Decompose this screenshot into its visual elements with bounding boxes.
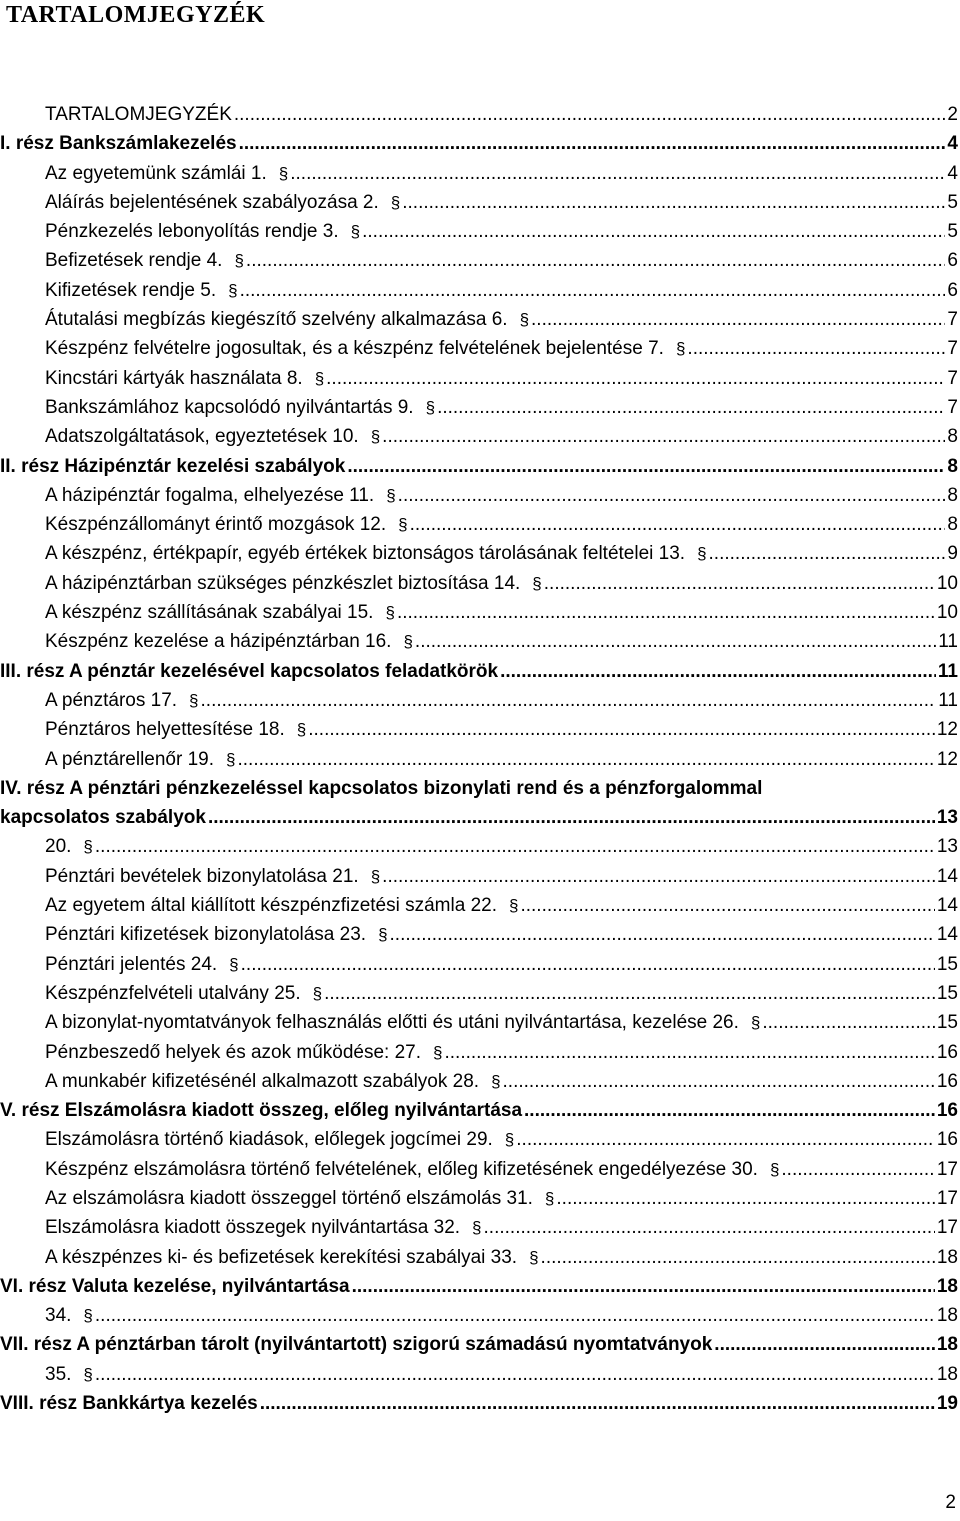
toc-page-number: 12	[936, 719, 958, 741]
section-mark: §	[508, 896, 519, 916]
dot-leader	[95, 1360, 935, 1389]
dot-leader	[398, 481, 946, 510]
toc-entry-text: Kincstári kártyák használata 8.	[45, 367, 303, 389]
toc-entry[interactable]	[0, 950, 960, 979]
dot-leader	[444, 1038, 934, 1067]
section-mark: §	[350, 222, 361, 242]
toc-entry-text: TARTALOMJEGYZÉK	[45, 104, 232, 125]
toc-entry-text: A készpénz, értékpapír, egyéb értékek biztonságos tárolásának feltételei 13.	[45, 543, 686, 565]
section-mark: §	[83, 1306, 93, 1326]
toc-entry[interactable]	[0, 276, 960, 305]
dot-leader	[544, 569, 935, 598]
section-mark: §	[529, 1247, 539, 1267]
dot-leader	[352, 1272, 935, 1301]
toc-entry-text: A készpénzes ki- és befizetések kerekítési szabályai 33.	[45, 1246, 518, 1268]
toc-page-number: 11	[937, 660, 958, 682]
toc-entry[interactable]	[0, 891, 960, 920]
toc-entry-text: Bankszámlához kapcsolódó nyilvántartás 9.	[45, 396, 414, 418]
toc-entry-text: A házipénztár fogalma, elhelyezése 11.	[45, 484, 375, 506]
dot-leader	[556, 1184, 934, 1213]
toc-entry-text: 34.	[45, 1305, 72, 1327]
dot-leader	[781, 1155, 934, 1184]
dot-leader	[762, 1008, 935, 1037]
toc-entry-text: 20.	[45, 836, 72, 858]
dot-leader	[260, 1389, 935, 1418]
toc-entry[interactable]	[0, 422, 960, 451]
toc-entry[interactable]	[0, 481, 960, 510]
dot-leader	[687, 334, 945, 363]
toc-entry-text: Készpénzfelvételi utalvány 25.	[45, 982, 301, 1004]
section-mark: §	[189, 690, 199, 710]
section-mark: §	[472, 1218, 482, 1238]
dot-leader	[95, 832, 935, 861]
toc-page-number: 10	[936, 602, 958, 624]
dot-leader	[390, 920, 935, 949]
dot-leader	[201, 686, 937, 715]
toc-section-entry[interactable]	[0, 1096, 960, 1125]
dot-leader	[397, 598, 935, 627]
toc-entry[interactable]	[0, 715, 960, 744]
toc-entry-text: A pénztárellenőr 19.	[45, 748, 215, 770]
section-mark: §	[370, 866, 381, 886]
toc-entry-text: Pénztári kifizetések bizonylatolása 23.	[45, 924, 367, 946]
table-of-contents	[0, 100, 960, 1418]
dot-leader	[240, 276, 946, 305]
section-mark: §	[228, 280, 238, 300]
footer-page-number: 2	[945, 1492, 956, 1513]
dot-leader	[362, 217, 945, 246]
toc-entry[interactable]	[0, 364, 960, 393]
dot-leader	[382, 422, 945, 451]
section-mark: §	[312, 983, 323, 1003]
section-mark: §	[378, 925, 388, 945]
toc-entry-text: kapcsolatos szabályok	[0, 807, 206, 829]
toc-page-number: 12	[936, 748, 958, 770]
toc-entry[interactable]	[0, 393, 960, 422]
toc-section-entry[interactable]	[0, 1330, 960, 1359]
section-mark: §	[433, 1042, 443, 1062]
toc-section-entry[interactable]	[0, 1272, 960, 1301]
toc-entry[interactable]	[0, 159, 960, 188]
toc-entry-text: A készpénz szállításának szabályai 15.	[45, 602, 374, 624]
section-mark: §	[491, 1071, 501, 1091]
toc-entry[interactable]	[0, 539, 960, 568]
toc-entry[interactable]	[0, 979, 960, 1008]
toc-section-entry[interactable]	[0, 657, 960, 686]
dot-leader	[541, 1243, 935, 1272]
dot-leader	[714, 1330, 935, 1359]
toc-entry[interactable]	[0, 1360, 960, 1389]
dot-leader	[503, 1067, 935, 1096]
section-mark: §	[229, 954, 239, 974]
toc-entry[interactable]	[0, 1067, 960, 1096]
dot-leader	[237, 745, 934, 774]
toc-page-number: 16	[936, 1041, 958, 1063]
toc-entry[interactable]	[0, 188, 960, 217]
section-mark: §	[532, 573, 542, 593]
section-mark: §	[697, 544, 707, 564]
section-mark: §	[234, 251, 244, 271]
toc-entry[interactable]	[0, 217, 960, 246]
toc-page-number: 17	[936, 1187, 958, 1209]
toc-entry-text: Elszámolásra történő kiadások, előlegek jogcímei 29.	[45, 1129, 493, 1151]
section-mark: §	[370, 427, 381, 447]
toc-page-number: 13	[936, 836, 958, 858]
toc-entry[interactable]	[0, 510, 960, 539]
toc-entry-text: Adatszolgáltatások, egyeztetések 10.	[45, 426, 359, 448]
toc-entry-text: A házipénztárban szükséges pénzkészlet biztosítása 14.	[45, 572, 521, 594]
dot-leader	[415, 627, 936, 656]
toc-page-number: 18	[936, 1334, 958, 1356]
toc-entry[interactable]	[0, 920, 960, 949]
section-mark: §	[385, 603, 395, 623]
toc-entry-text: IV. rész A pénztári pénzkezeléssel kapcsolatos bizonylati rend és a pénzforgalommal	[0, 777, 763, 799]
toc-page-number: 16	[936, 1100, 958, 1122]
toc-entry-text: I. rész Bankszámlakezelés	[0, 133, 237, 155]
toc-entry-text: A bizonylat-nyomtatványok felhasználás előtti és utáni nyilvántartása, kezelése 26.	[45, 1012, 739, 1034]
toc-entry-text: VI. rész Valuta kezelése, nyilvántartása	[0, 1275, 350, 1297]
dot-leader	[410, 510, 946, 539]
toc-page-number: 16	[936, 1129, 958, 1151]
dot-leader	[382, 862, 935, 891]
toc-entry[interactable]	[0, 1125, 960, 1154]
toc-page-number: 14	[936, 924, 958, 946]
dot-leader	[241, 950, 935, 979]
section-mark: §	[83, 837, 93, 857]
toc-entry-text: Aláírás bejelentésének szabályozása 2.	[45, 191, 379, 213]
toc-entry[interactable]	[0, 334, 960, 363]
section-mark: §	[504, 1130, 515, 1150]
toc-entry-text: VIII. rész Bankkártya kezelés	[0, 1393, 258, 1415]
toc-page-number: 8	[947, 484, 958, 506]
toc-entry[interactable]	[0, 627, 960, 656]
toc-page-number: 9	[947, 543, 958, 565]
toc-page-number: 5	[947, 191, 958, 213]
page-title: TARTALOMJEGYZÉK	[6, 2, 266, 28]
section-mark: §	[398, 515, 408, 535]
toc-page-number: 14	[936, 895, 958, 917]
toc-entry-text: Az egyetemünk számlái 1.	[45, 162, 267, 184]
toc-page-number: 13	[936, 807, 958, 829]
dot-leader	[326, 364, 945, 393]
toc-entry[interactable]	[0, 569, 960, 598]
dot-leader	[95, 1301, 935, 1330]
toc-page-number: 7	[947, 309, 958, 331]
toc-entry-text: Pénzbeszedő helyek és azok működése: 27.	[45, 1041, 422, 1063]
toc-entry-text: A munkabér kifizetésénél alkalmazott szabályok 28.	[45, 1070, 480, 1092]
section-mark: §	[83, 1364, 93, 1384]
section-mark: §	[390, 192, 401, 212]
toc-page-number: 5	[947, 221, 958, 243]
toc-page-number: 11	[938, 689, 958, 711]
toc-section-entry[interactable]	[0, 774, 960, 803]
toc-entry-text: Elszámolásra kiadott összegek nyilvántartása 32.	[45, 1217, 461, 1239]
toc-entry-text: Pénztáros helyettesítése 18.	[45, 719, 285, 741]
section-mark: §	[403, 632, 413, 652]
toc-entry[interactable]	[0, 862, 960, 891]
toc-page-number: 15	[936, 1012, 958, 1034]
toc-page-number: 17	[936, 1217, 958, 1239]
section-mark: §	[750, 1013, 761, 1033]
toc-entry-text: Befizetések rendje 4.	[45, 250, 223, 272]
toc-entry-text: Az elszámolásra kiadott összeggel történő elszámolás 31.	[45, 1187, 533, 1209]
toc-entry-text: Készpénz felvételre jogosultak, és a készpénz felvételének bejelentése 7.	[45, 338, 664, 360]
toc-page-number: 19	[936, 1393, 958, 1415]
section-mark: §	[769, 1159, 780, 1179]
dot-leader	[308, 715, 935, 744]
toc-entry[interactable]	[0, 305, 960, 334]
toc-entry[interactable]	[0, 1038, 960, 1067]
toc-page-number: 6	[947, 250, 958, 272]
toc-page-number: 18	[936, 1305, 958, 1327]
toc-entry[interactable]	[0, 1213, 960, 1242]
dot-leader	[290, 159, 945, 188]
dot-leader	[324, 979, 935, 1008]
toc-page-number: 7	[947, 396, 958, 418]
dot-leader	[347, 452, 945, 481]
dot-leader	[234, 100, 946, 129]
toc-page-number: 7	[947, 338, 958, 360]
toc-entry-text: V. rész Elszámolásra kiadott összeg, előleg nyilvántartása	[0, 1100, 523, 1122]
section-mark: §	[425, 397, 436, 417]
toc-entry[interactable]	[0, 1243, 960, 1272]
toc-entry[interactable]	[0, 745, 960, 774]
dot-leader	[520, 891, 934, 920]
toc-entry-text: Készpénz elszámolásra történő felvételének, előleg kifizetésének engedélyezése 30.	[45, 1158, 758, 1180]
section-mark: §	[278, 163, 289, 183]
toc-page-number: 16	[936, 1070, 958, 1092]
toc-page-number: 15	[936, 982, 958, 1004]
toc-entry-text: II. rész Házipénztár kezelési szabályok	[0, 455, 346, 477]
dot-leader	[402, 188, 945, 217]
toc-page-number: 10	[936, 572, 958, 594]
toc-section-entry[interactable]	[0, 803, 960, 832]
toc-entry[interactable]	[0, 832, 960, 861]
toc-page-number: 8	[947, 426, 958, 448]
toc-entry[interactable]	[0, 246, 960, 275]
toc-section-entry[interactable]	[0, 452, 960, 481]
toc-page-number: 14	[936, 865, 958, 887]
toc-entry[interactable]	[0, 1184, 960, 1213]
section-mark: §	[544, 1188, 555, 1208]
toc-page-number: 11	[938, 631, 958, 653]
toc-entry[interactable]	[0, 100, 960, 129]
toc-entry-text: Készpénzállományt érintő mozgások 12.	[45, 514, 387, 536]
toc-entry[interactable]	[0, 1301, 960, 1330]
dot-leader	[500, 657, 936, 686]
toc-entry[interactable]	[0, 1155, 960, 1184]
toc-page-number: 15	[936, 953, 958, 975]
toc-entry-text: Kifizetések rendje 5.	[45, 279, 217, 301]
dot-leader	[524, 1096, 935, 1125]
toc-entry-text: 35.	[45, 1363, 72, 1385]
toc-entry[interactable]	[0, 686, 960, 715]
section-mark: §	[386, 485, 396, 505]
toc-entry[interactable]	[0, 598, 960, 627]
dot-leader	[239, 129, 946, 158]
toc-page-number: 8	[947, 514, 958, 536]
toc-entry-text: VII. rész A pénztárban tárolt (nyilvántartott) szigorú számadású nyomtatványok	[0, 1334, 713, 1356]
toc-page-number: 8	[947, 455, 958, 477]
toc-entry-text: Átutalási megbízás kiegészítő szelvény alkalmazása 6.	[45, 309, 508, 331]
toc-entry-text: Pénzkezelés lebonyolítás rendje 3.	[45, 221, 339, 243]
toc-page-number: 2	[947, 104, 958, 125]
toc-section-entry[interactable]	[0, 1389, 960, 1418]
dot-leader	[246, 246, 946, 275]
toc-entry-text: A pénztáros 17.	[45, 689, 178, 711]
toc-entry-text: Pénztári jelentés 24.	[45, 953, 218, 975]
toc-page-number: 18	[936, 1275, 958, 1297]
section-mark: §	[675, 339, 686, 359]
section-mark: §	[296, 720, 307, 740]
section-mark: §	[226, 749, 236, 769]
dot-leader	[437, 393, 945, 422]
toc-section-entry[interactable]	[0, 129, 960, 158]
toc-page-number: 4	[947, 133, 958, 155]
toc-page-number: 7	[947, 367, 958, 389]
dot-leader	[531, 305, 945, 334]
toc-page-number: 18	[936, 1246, 958, 1268]
toc-entry-text: Az egyetem által kiállított készpénzfizetési számla 22.	[45, 895, 497, 917]
toc-entry-text: Pénztári bevételek bizonylatolása 21.	[45, 865, 359, 887]
toc-entry-text: Készpénz kezelése a házipénztárban 16.	[45, 631, 392, 653]
dot-leader	[484, 1213, 935, 1242]
toc-page-number: 18	[936, 1363, 958, 1385]
dot-leader	[208, 803, 935, 832]
toc-page-number: 6	[947, 279, 958, 301]
toc-entry[interactable]	[0, 1008, 960, 1037]
section-mark: §	[519, 310, 530, 330]
toc-entry-text: III. rész A pénztár kezelésével kapcsolatos feladatkörök	[0, 660, 499, 682]
toc-page-number: 4	[947, 162, 958, 184]
toc-page-number: 17	[936, 1158, 958, 1180]
dot-leader	[709, 539, 946, 568]
dot-leader	[516, 1125, 935, 1154]
section-mark: §	[314, 368, 325, 388]
